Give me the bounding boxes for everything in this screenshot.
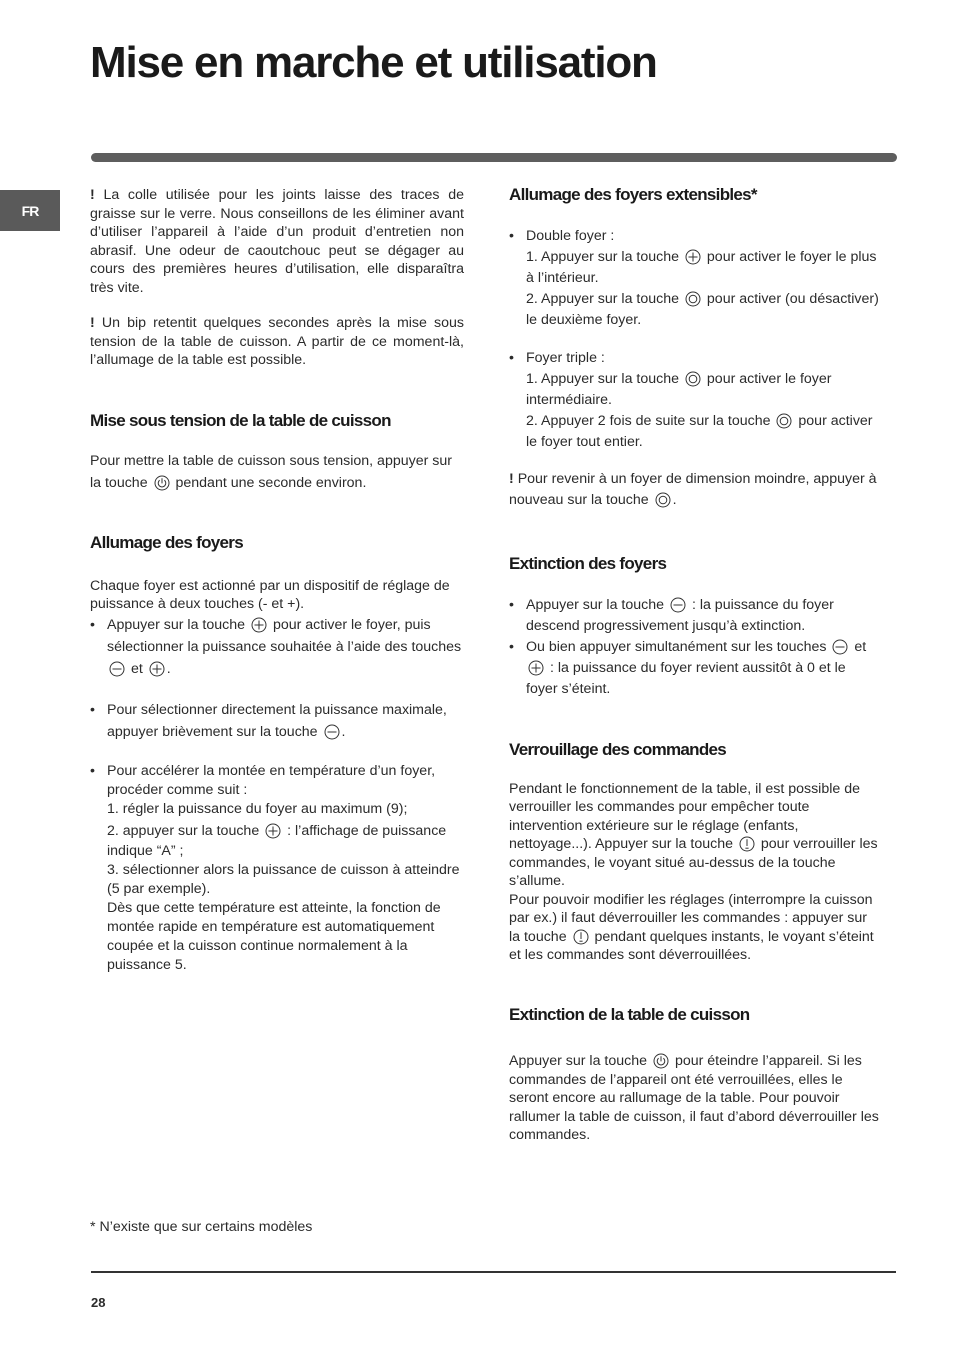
minus-key-icon — [670, 597, 686, 613]
minus-key-icon — [324, 724, 340, 740]
burners-intro: Chaque foyer est actionné par un dispositif de réglage de puissance à deux touches (- et +). — [90, 577, 450, 612]
power-key-icon — [154, 475, 170, 491]
extension-ring-key-icon — [685, 291, 701, 307]
extension-ring-key-icon — [685, 371, 701, 387]
step: 1. Appuyer sur la touche pour activer le foyer le plus à l’intérieur. — [526, 248, 877, 286]
list-item: • Double foyer : 1. Appuyer sur la touche pour activer le foyer le plus à l’intérieur. 2. Appuyer sur la touche pour activer (ou désactiver) le deuxième foyer. — [509, 226, 881, 331]
section-heading-extensible-burners: Allumage des foyers extensibles* — [509, 185, 757, 204]
right-column — [509, 186, 881, 1145]
step: 2. Appuyer sur la touche pour activer (ou désactiver) le deuxième foyer. — [526, 290, 879, 328]
extension-ring-key-icon — [655, 492, 671, 508]
step-3: 3. sélectionner alors la puissance de cuisson à atteindre (5 par exemple). — [107, 861, 460, 897]
step-1: 1. régler la puissance du foyer au maximum (9); — [107, 800, 408, 817]
plus-key-icon — [685, 249, 701, 265]
footer-rule — [91, 1271, 896, 1273]
section-heading-lock: Verrouillage des commandes — [509, 740, 727, 759]
list-item: • Foyer triple : 1. Appuyer sur la touche pour activer le foyer intermédiaire. 2. Appuyer 2 fois de suite sur la touche pour activer le foyer tout entier. — [509, 348, 881, 453]
plus-key-icon — [149, 661, 165, 677]
step: 2. Appuyer 2 fois de suite sur la touche pour activer le foyer tout entier. — [526, 412, 873, 450]
plus-key-icon — [265, 823, 281, 839]
plus-key-icon — [528, 660, 544, 676]
list-item: • Ou bien appuyer simultanément sur les touches et : la puissance du foyer revient aussitôt à 0 et le foyer s’éteint. — [509, 637, 881, 700]
list-item: • Pour accélérer la montée en température d’un foyer, procéder comme suit : 1. régler la puissance du foyer au maximum (9); 2. appuyer sur la touche : l’affichage de puissance indique “A” ; 3. sélectionner alors la puissance de cuisson à atteindre (5 par exemple). Dès que cette température est atteinte, la fonction de montée rapide en température est automatiquement coupée et la cuisson continue normalement à la puissance 5. — [90, 762, 464, 975]
warning-beep: ! Un bip retentit quelques secondes après la mise sous tension de la table de cuisson. A partir de ce moment-là, l’allumage de la table est possible. — [90, 315, 464, 368]
left-column — [90, 186, 464, 975]
language-tab: FR — [0, 190, 60, 231]
minus-key-icon — [832, 639, 848, 655]
extension-ring-key-icon — [776, 413, 792, 429]
step: 1. Appuyer sur la touche pour activer le foyer intermédiaire. — [526, 370, 832, 408]
header-rule — [91, 153, 897, 162]
hob-off-text: Appuyer sur la touche pour éteindre l’appareil. Si les commandes de l’appareil ont été verrouillées, elles le seront encore au rallumage de la table. Pour pouvoir rallumer la table de cuisson, il faut d’abord déverrouiller les commandes. — [509, 1053, 879, 1143]
section-heading-burners-on: Allumage des foyers — [90, 533, 243, 552]
warning-smaller-burner: ! Pour revenir à un foyer de dimension moindre, appuyer à nouveau sur la touche . — [509, 470, 877, 508]
step-after: Dès que cette température est atteinte, la fonction de montée rapide en température est automatiquement coupée et la cuisson continue normalement à la puissance 5. — [107, 899, 441, 973]
warning-glue: ! La colle utilisée pour les joints laisse des traces de graisse sur le verre. Nous conseillons de les éliminer avant d’utiliser l’appareil à l’aide d’un produit d’entretien non abrasif. Une odeur de caoutchouc peut se dégager au cours des premières heures d’utilisation, elle disparaîtra très vite. — [90, 187, 464, 296]
plus-key-icon — [251, 617, 267, 633]
power-key-icon — [653, 1053, 669, 1069]
power-on-text: Pour mettre la table de cuisson sous tension, appuyer sur la touche pendant une seconde environ. — [90, 453, 452, 491]
footnote: * N’existe que sur certains modèles — [90, 1219, 313, 1235]
list-item: • Appuyer sur la touche : la puissance du foyer descend progressivement jusqu’à extinction. — [509, 595, 881, 637]
page-number: 28 — [91, 1295, 106, 1310]
lock-key-icon — [739, 836, 755, 852]
page-title: Mise en marche et utilisation — [90, 38, 657, 87]
section-heading-hob-off: Extinction de la table de cuisson — [509, 1004, 750, 1024]
minus-key-icon — [109, 661, 125, 677]
section-heading-burners-off: Extinction des foyers — [509, 553, 667, 573]
list-item: • Pour sélectionner directement la puissance maximale, appuyer brièvement sur la touche . — [90, 699, 464, 743]
section-heading-power-on: Mise sous tension de la table de cuisson — [90, 410, 391, 430]
list-item: • Appuyer sur la touche pour activer le foyer, puis sélectionner la puissance souhaitée à l’aide des touches et . — [90, 614, 464, 680]
lock-text-2: Pour pouvoir modifier les réglages (interrompre la cuisson par ex.) il faut déverrouiller les commandes : appuyer sur la touche pendant quelques instants, le voyant s’éteint et les commandes sont déverrouillées. — [509, 891, 874, 963]
lock-key-icon — [573, 929, 589, 945]
step-2: 2. appuyer sur la touche : l’affichage de puissance indique “A” ; — [107, 822, 447, 859]
lock-text-1: Pendant le fonctionnement de la table, il est possible de verrouiller les commandes pour empêcher toute intervention extérieure sur le réglage (enfants, nettoyage...). Appuyer sur la touche pour verrouiller les commandes, le voyant situé au-dessus de la touche s’allume. — [509, 780, 878, 889]
